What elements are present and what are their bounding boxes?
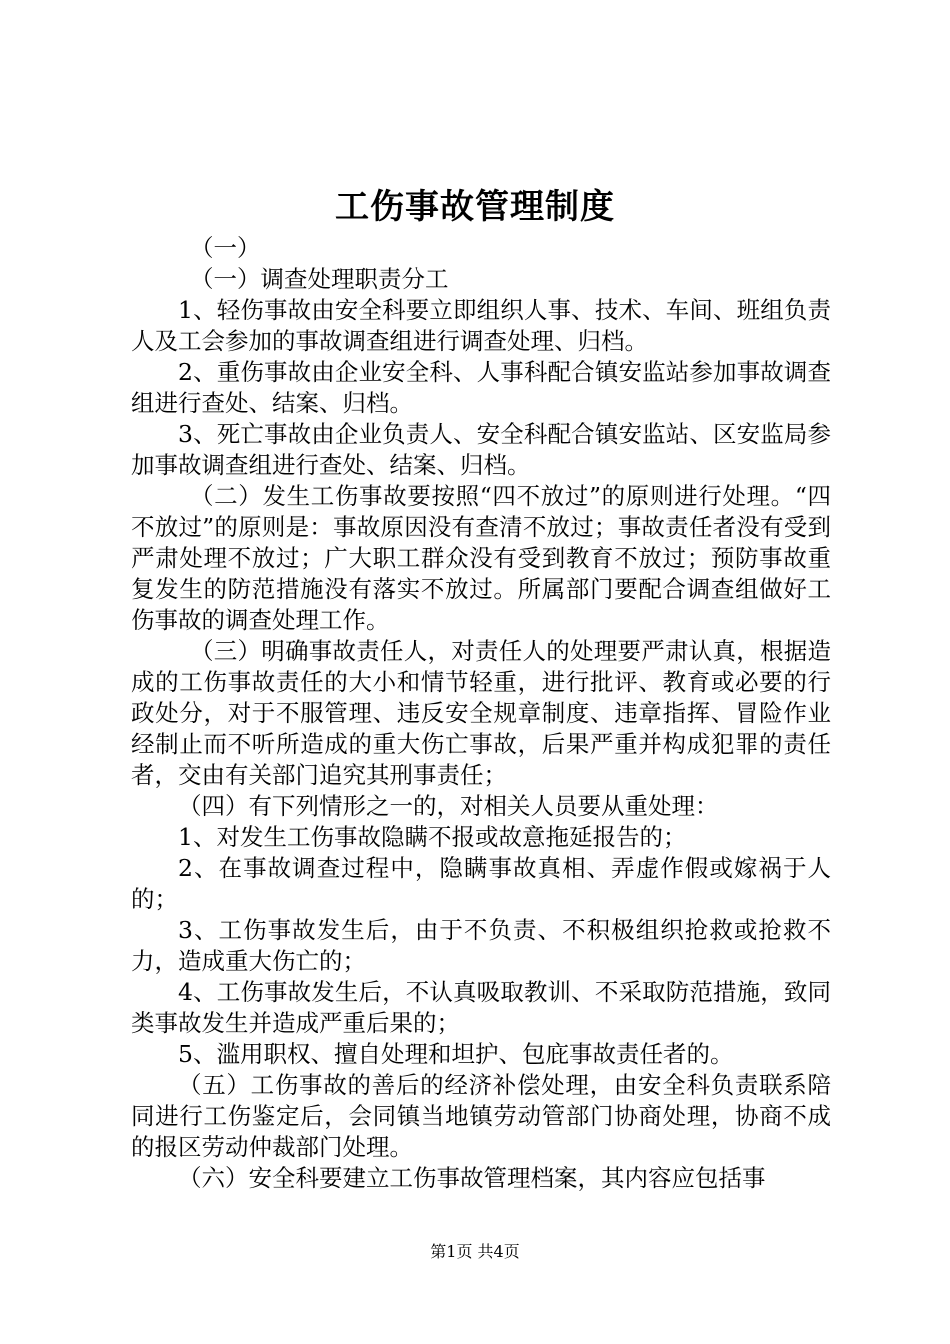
page-number-footer: 第1页 共4页	[430, 1242, 520, 1261]
paragraph: 2、重伤事故由企业安全科、人事科配合镇安监站参加事故调查组进行查处、结案、归档。	[131, 358, 831, 417]
paragraph: （五）工伤事故的善后的经济补偿处理，由安全科负责联系陪同进行工伤鉴定后，会同镇当地镇劳动管部门协商处理，协商不成的报区劳动仲裁部门处理。	[131, 1071, 831, 1161]
paragraph: （四）有下列情形之一的，对相关人员要从重处理：	[178, 792, 719, 820]
paragraph: （一）调查处理职责分工	[190, 265, 449, 293]
paragraph: 3、死亡事故由企业负责人、安全科配合镇安监站、区安监局参加事故调查组进行查处、结案、归档。	[131, 420, 831, 479]
paragraph: 2、在事故调查过程中，隐瞒事故真相、弄虚作假或嫁祸于人的；	[131, 854, 831, 913]
paragraph: 1、轻伤事故由安全科要立即组织人事、技术、车间、班组负责人及工会参加的事故调查组进行调查处理、归档。	[131, 296, 831, 355]
paragraph: （六）安全科要建立工伤事故管理档案，其内容应包括事	[178, 1164, 766, 1192]
paragraph: （一）	[190, 234, 261, 262]
document-title: 工伤事故管理制度	[335, 187, 615, 227]
paragraph: （二）发生工伤事故要按照“四不放过”的原则进行处理。“四不放过”的原则是：事故原因没有查清不放过；事故责任者没有受到严肃处理不放过；广大职工群众没有受到教育不放过；预防事故重复发生的防范措施没有落实不放过。所属部门要配合调查组做好工伤事故的调查处理工作。	[131, 482, 831, 634]
paragraph: 1、对发生工伤事故隐瞒不报或故意拖延报告的；	[178, 823, 687, 851]
paragraph: （三）明确事故责任人，对责任人的处理要严肃认真，根据造成的工伤事故责任的大小和情节轻重，进行批评、教育或必要的行政处分，对于不服管理、违反安全规章制度、违章指挥、冒险作业经制止而不听所造成的重大伤亡事故，后果严重并构成犯罪的责任者，交由有关部门追究其刑事责任；	[131, 637, 831, 789]
paragraph: 4、工伤事故发生后，不认真吸取教训、不采取防范措施，致同类事故发生并造成严重后果的；	[131, 978, 831, 1037]
document-body	[131, 233, 831, 1194]
paragraph: 5、滥用职权、擅自处理和坦护、包庇事故责任者的。	[178, 1040, 734, 1068]
paragraph: 3、工伤事故发生后，由于不负责、不积极组织抢救或抢救不力，造成重大伤亡的；	[131, 916, 831, 975]
